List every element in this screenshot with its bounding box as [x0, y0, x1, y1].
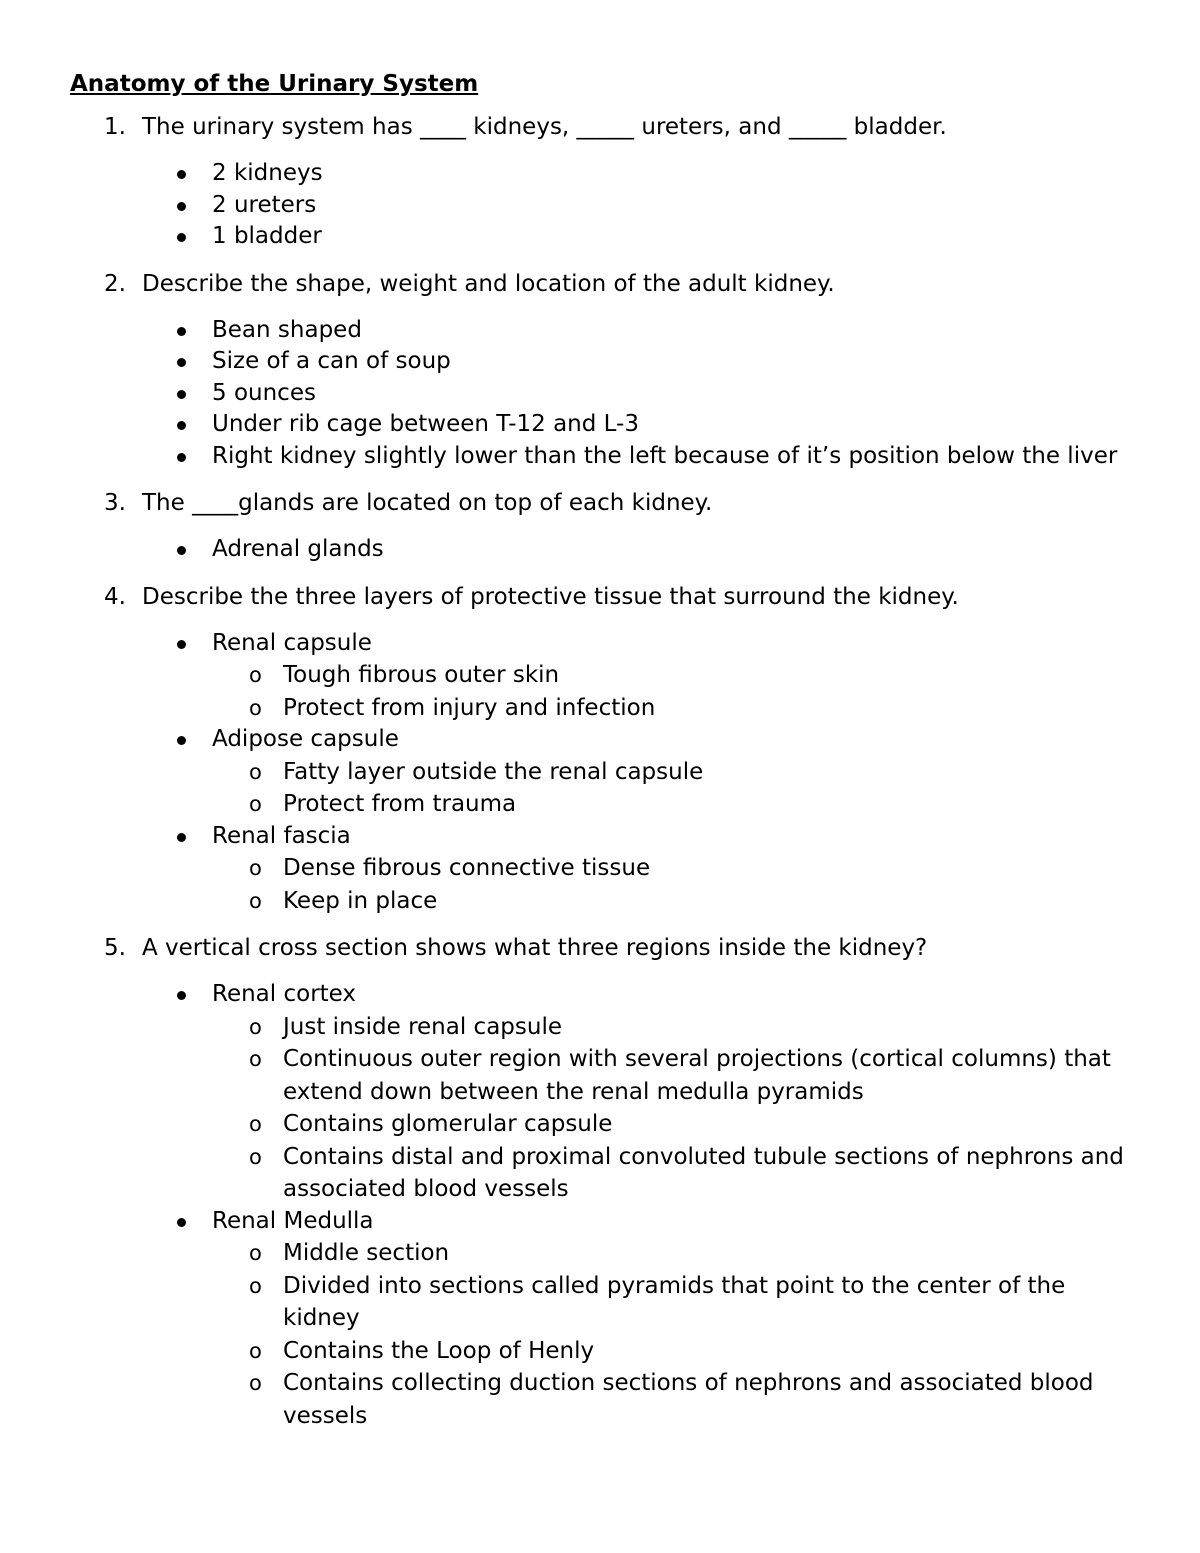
circle-bullet-icon: o [249, 663, 262, 687]
question-list [70, 111, 1140, 1432]
answer-item [70, 441, 1140, 473]
circle-bullet-icon: o [249, 1112, 262, 1136]
answer-item [70, 409, 1140, 441]
sub-answer-item [70, 1367, 1140, 1432]
sub-answer-text: Keep in place [283, 887, 438, 914]
circle-bullet-icon: o [249, 1371, 262, 1395]
answer-item [70, 724, 1140, 821]
document-page [70, 68, 1140, 1447]
sub-answer-item [70, 788, 1140, 821]
sub-answer-item [70, 1335, 1140, 1368]
bullet-icon [177, 358, 186, 367]
sub-answer-item [70, 692, 1140, 725]
circle-bullet-icon: o [249, 759, 262, 784]
answer-item [70, 221, 1140, 253]
question-text: The ____glands are located on top of each kidney. [142, 490, 713, 516]
circle-bullet-icon: o [249, 792, 262, 816]
question-5 [70, 932, 1140, 964]
sub-answer-text: Tough fibrous outer skin [283, 662, 560, 688]
question-number: 3. [104, 490, 126, 516]
answer-text: Bean shaped [212, 316, 362, 343]
bullet-icon [177, 833, 186, 842]
sub-answer-item [70, 1011, 1140, 1044]
bullet-icon [177, 233, 186, 242]
question-text: The urinary system has ____ kidneys, _____ ureters, and _____ bladder. [142, 114, 947, 140]
sub-answer-text: Just inside renal capsule [283, 1013, 562, 1040]
answer-item [70, 1206, 1140, 1433]
circle-bullet-icon: o [249, 1047, 262, 1071]
sub-answer-text: Fatty layer outside the renal capsule [283, 758, 704, 785]
bullet-icon [177, 170, 186, 179]
bullet-icon [177, 640, 186, 649]
answer-item [70, 346, 1140, 378]
question-text: Describe the three layers of protective tissue that surround the kidney. [142, 583, 959, 610]
answer-text: 2 kidneys [212, 160, 323, 186]
sub-answer-list [212, 1237, 1140, 1432]
sub-answer-item [70, 1270, 1140, 1335]
answer-item [70, 158, 1140, 190]
answer-text: Renal Medulla [212, 1207, 374, 1234]
bullet-icon [177, 202, 186, 211]
question-2 [70, 268, 1140, 300]
sub-answer-list [212, 1011, 1140, 1206]
question-1 [70, 111, 1140, 143]
circle-bullet-icon: o [249, 856, 262, 880]
answer-text: Adrenal glands [212, 536, 384, 562]
sub-answer-list [212, 852, 1140, 917]
answer-item [70, 190, 1140, 222]
bullet-icon [177, 546, 186, 555]
bullet-icon [177, 736, 186, 745]
circle-bullet-icon: o [249, 1273, 262, 1298]
question-number: 4. [104, 583, 126, 610]
answer-item [70, 534, 1140, 566]
question-4 [70, 581, 1140, 613]
sub-answer-text: Protect from injury and infection [283, 694, 656, 721]
sub-answer-list [212, 659, 1140, 724]
question-text: Describe the shape, weight and location of the adult kidney. [142, 270, 835, 297]
bullet-icon [177, 327, 186, 336]
answer-list [70, 315, 1140, 473]
answer-item [70, 979, 1140, 1206]
sub-answer-item [70, 885, 1140, 918]
sub-answer-text: Divided into sections called pyramids that point to the center of the kidney [283, 1272, 1066, 1331]
answer-text: 1 bladder [212, 223, 322, 249]
bullet-icon [177, 390, 186, 399]
sub-answer-list [212, 756, 1140, 821]
sub-answer-text: Middle section [283, 1240, 450, 1266]
sub-answer-item [70, 852, 1140, 885]
circle-bullet-icon: o [249, 1144, 262, 1169]
sub-answer-text: Continuous outer region with several projections (cortical columns) that extend down between the renal medulla pyramids [283, 1046, 1111, 1105]
answer-text: Right kidney slightly lower than the left because of it’s position below the liver [212, 442, 1118, 469]
sub-answer-text: Protect from trauma [283, 791, 517, 817]
sub-answer-item [70, 1043, 1140, 1108]
bullet-icon [177, 991, 186, 1000]
question-number: 2. [104, 270, 126, 297]
sub-answer-item [70, 1141, 1140, 1206]
sub-answer-text: Contains collecting duction sections of nephrons and associated blood vessels [283, 1370, 1094, 1429]
sub-answer-item [70, 1237, 1140, 1270]
answer-item [70, 315, 1140, 347]
answer-text: Size of a can of soup [212, 348, 451, 374]
circle-bullet-icon: o [249, 888, 262, 913]
answer-text: Under rib cage between T-12 and L-3 [212, 411, 639, 437]
circle-bullet-icon: o [249, 1338, 262, 1363]
answer-list [70, 979, 1140, 1432]
answer-list [70, 628, 1140, 918]
circle-bullet-icon: o [249, 1241, 262, 1265]
answer-item [70, 821, 1140, 918]
document-title: Anatomy of the Urinary System [70, 71, 479, 97]
answer-text: 2 ureters [212, 191, 317, 218]
sub-answer-text: Contains distal and proximal convoluted tubule sections of nephrons and associated blood vessels [283, 1143, 1124, 1202]
bullet-icon [177, 1218, 186, 1227]
answer-list [70, 158, 1140, 253]
answer-item [70, 378, 1140, 410]
answer-text: Renal capsule [212, 629, 372, 656]
sub-answer-item [70, 756, 1140, 789]
question-3 [70, 487, 1140, 519]
question-number: 1. [104, 114, 126, 140]
sub-answer-text: Contains glomerular capsule [283, 1111, 613, 1137]
answer-text: 5 ounces [212, 379, 316, 406]
question-text: A vertical cross section shows what three regions inside the kidney? [142, 935, 928, 961]
sub-answer-text: Dense fibrous connective tissue [283, 855, 651, 881]
question-number: 5. [104, 935, 126, 961]
answer-text: Renal cortex [212, 981, 357, 1007]
circle-bullet-icon: o [249, 1014, 262, 1039]
answer-list [70, 534, 1140, 566]
sub-answer-item [70, 1108, 1140, 1141]
answer-text: Renal fascia [212, 822, 351, 849]
bullet-icon [177, 453, 186, 462]
answer-item [70, 628, 1140, 725]
sub-answer-item [70, 659, 1140, 692]
circle-bullet-icon: o [249, 695, 262, 720]
bullet-icon [177, 421, 186, 430]
sub-answer-text: Contains the Loop of Henly [283, 1337, 595, 1364]
answer-text: Adipose capsule [212, 726, 399, 752]
